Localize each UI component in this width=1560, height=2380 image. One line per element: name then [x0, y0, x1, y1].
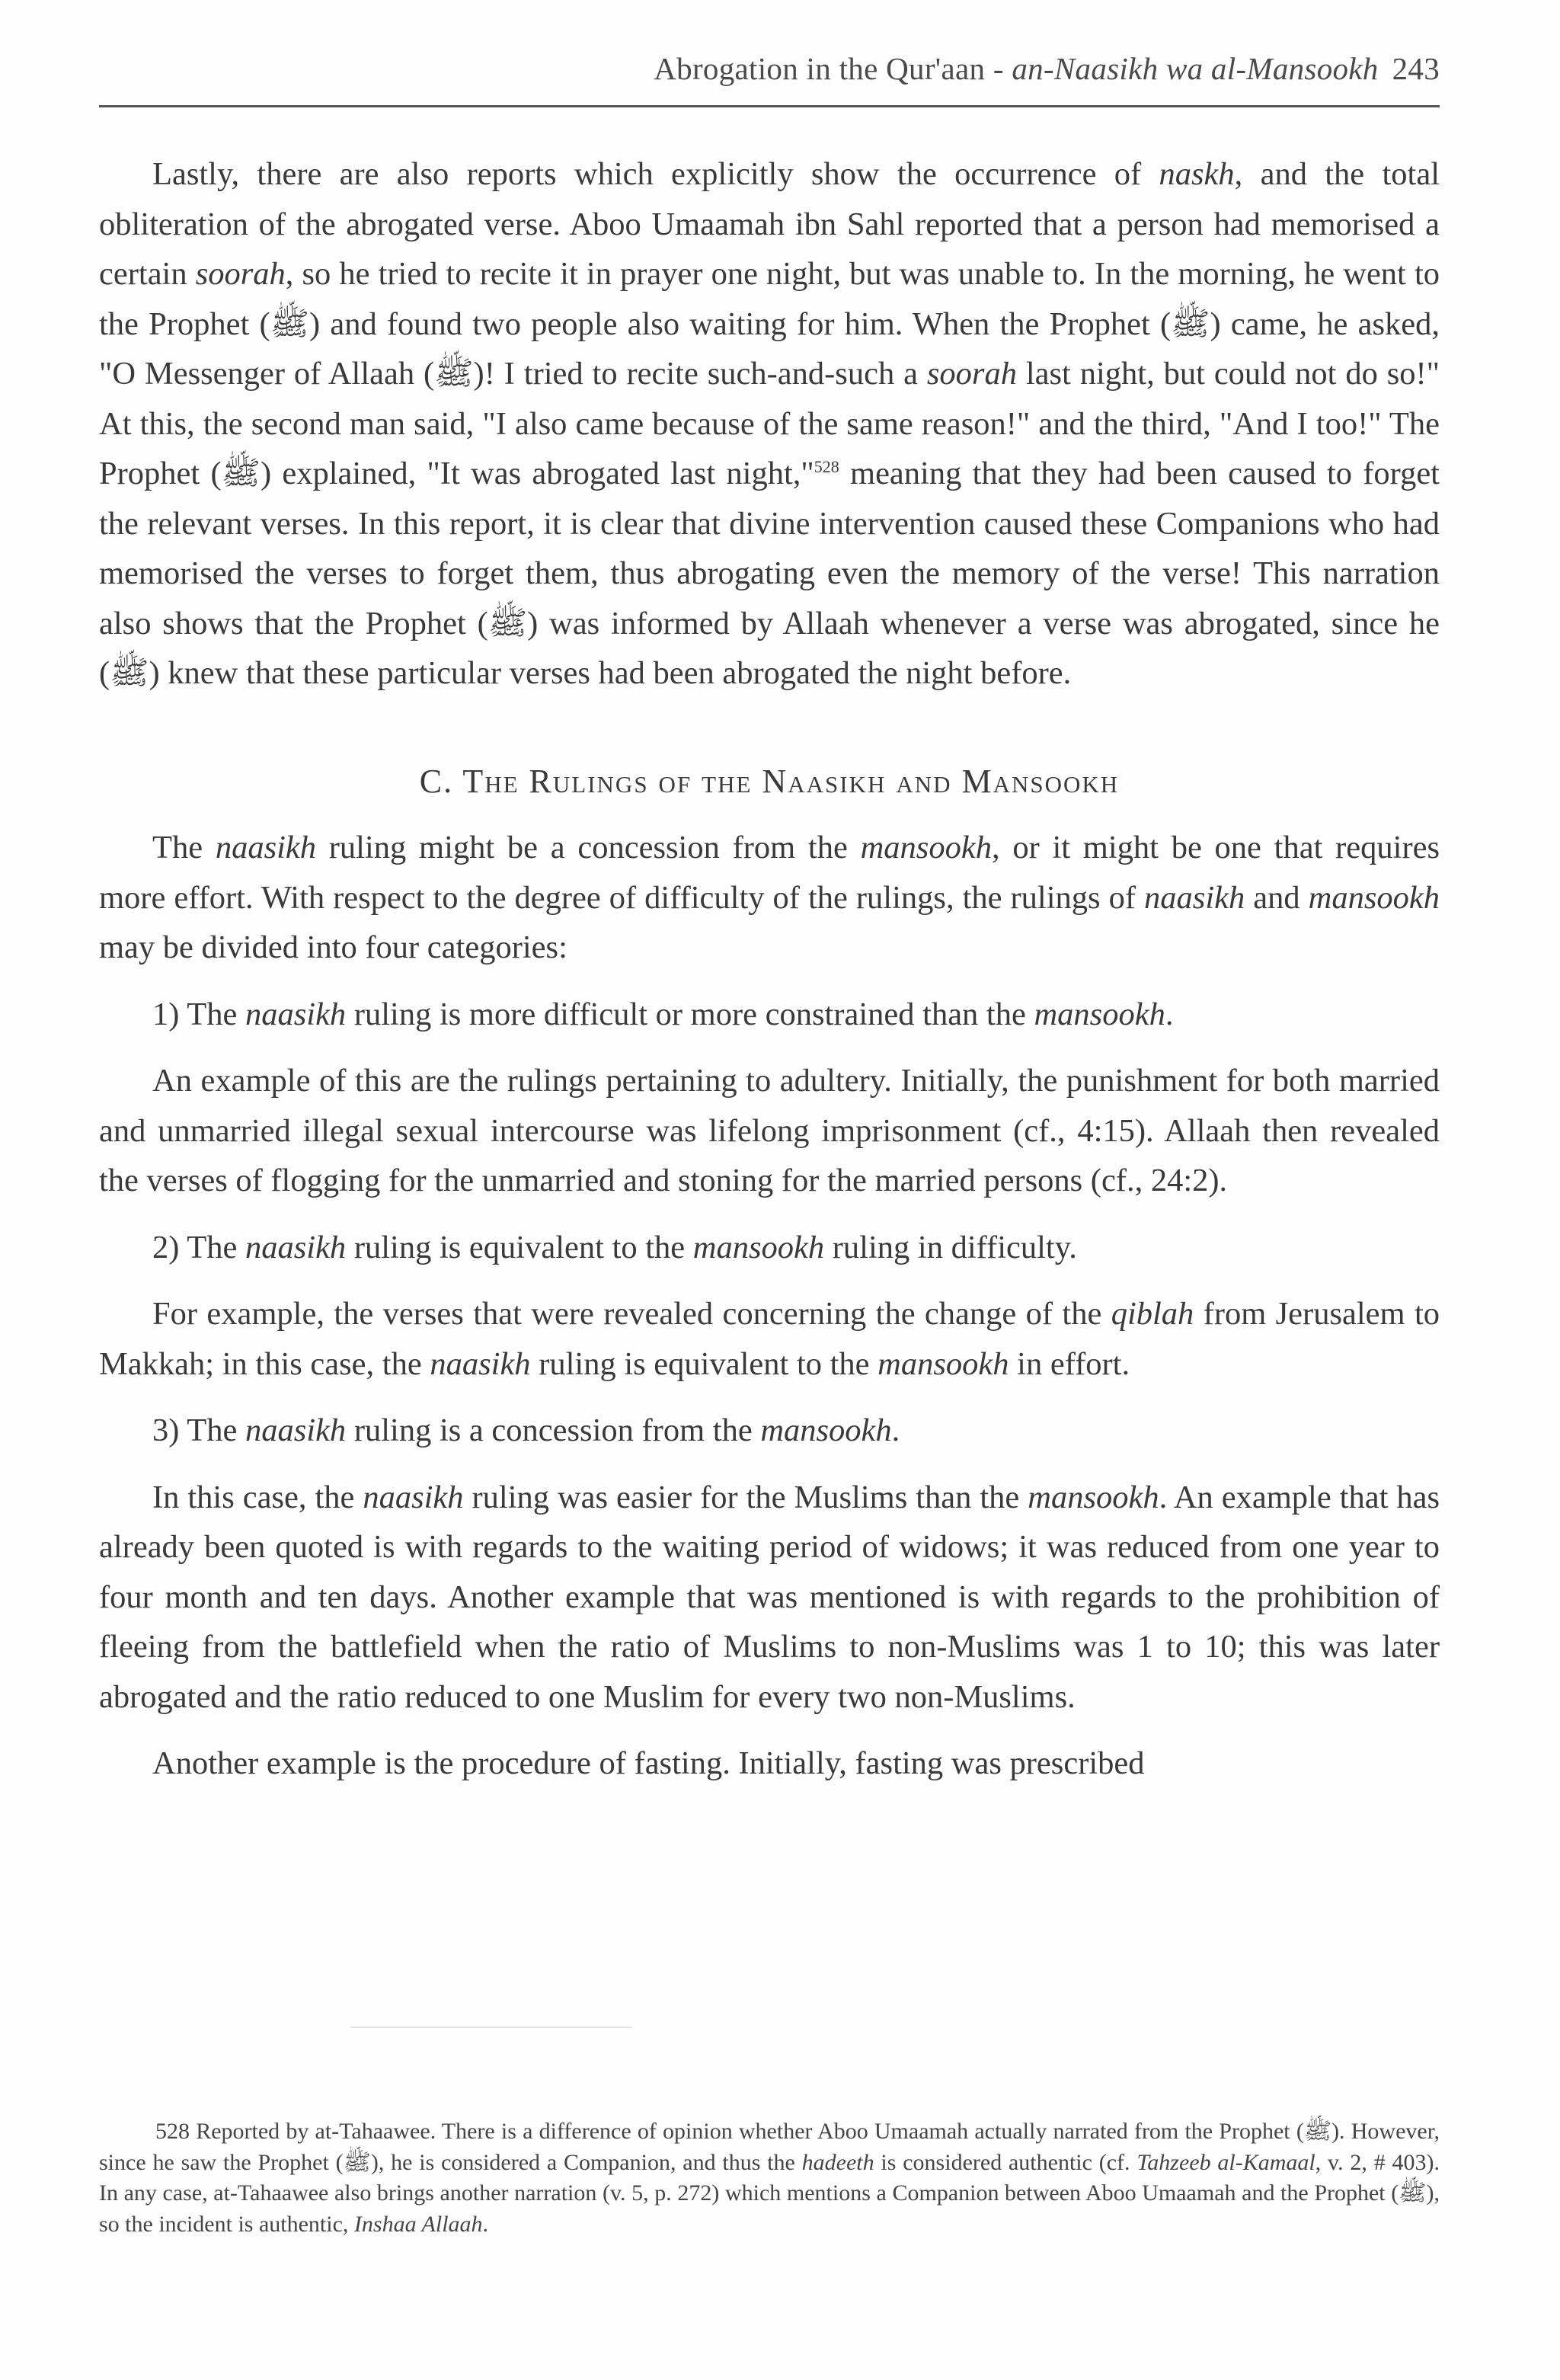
- italic-term: naasikh: [215, 830, 317, 865]
- italic-term: naskh: [1159, 156, 1235, 192]
- text-run: .: [1165, 996, 1174, 1032]
- text-run: ruling might be a concession from the: [316, 830, 861, 865]
- italic-term: hadeeth: [801, 2149, 874, 2175]
- italic-term: Inshaa Allaah: [353, 2211, 483, 2237]
- italic-term: mansookh: [760, 1412, 892, 1448]
- italic-term: mansookh: [1034, 996, 1165, 1032]
- italic-term: naasikh: [245, 1229, 347, 1265]
- text-run: .: [482, 2211, 489, 2237]
- text-run: For example, the verses that were revealed concerning the change of the: [152, 1296, 1111, 1332]
- text-run: , or it might be one that requires more effort. With respect to the degree of difficulty of the rulings, the rulings of: [99, 830, 1440, 916]
- footnote-rule: [350, 2027, 632, 2028]
- text-run: ruling in difficulty.: [824, 1229, 1077, 1265]
- text-run: ruling was easier for the Muslims than the: [463, 1479, 1028, 1515]
- text-run: In this case, the: [152, 1479, 363, 1515]
- italic-term: mansookh: [860, 830, 992, 865]
- italic-term: naasikh: [363, 1479, 464, 1515]
- text-run: , so he tried to recite it in prayer one night, but was unable to. In the morning, he went to the Prophet (ﷺ) and found two people also waiting for him. When the Prophet (ﷺ) came, he asked, "O Messenger of Allaah (ﷺ)! I tried to recite such-and-such a: [99, 256, 1440, 392]
- italic-term: naasikh: [430, 1345, 531, 1382]
- italic-term: mansookh: [692, 1229, 825, 1265]
- category-1: [99, 990, 1440, 1040]
- italic-term: naasikh: [245, 1412, 347, 1448]
- text-run: 2) The: [152, 1229, 245, 1265]
- text-run: is considered authentic (cf.: [874, 2149, 1137, 2175]
- italic-term: mansookh: [878, 1345, 1009, 1382]
- italic-term: soorah: [926, 356, 1017, 392]
- text-run: last night, but could not do so!" At this, the second man said, "I also came because of the same reason!" and the third, "And I too!" The Prophet (ﷺ) explained, "It was abrogated last night,": [99, 356, 1440, 491]
- text-run: from Jerusalem to Makkah; in this case, the: [99, 1296, 1440, 1382]
- paragraph-fasting: Another example is the procedure of fasting. Initially, fasting was prescribed: [152, 1745, 1145, 1781]
- italic-term: mansookh: [1308, 879, 1440, 916]
- text-run: may be divided into four categories:: [99, 929, 567, 965]
- page-number: 243: [1392, 51, 1440, 86]
- italic-term: Tahzeeb al-Kamaal: [1136, 2149, 1315, 2175]
- text-run: 1) The: [152, 996, 245, 1032]
- text-run: ruling is equivalent to the: [530, 1345, 878, 1382]
- paragraph-concession: [99, 1473, 1440, 1723]
- text-run: Lastly, there are also reports which explicitly show the occurrence of: [152, 156, 1159, 192]
- text-run: . An example that has already been quoted is with regards to the waiting period of widows; it was reduced from one year to four month and ten days. Another example that was mentioned is with regards to the prohibition of fleeing from the battlefield when the ratio of Muslims to non-Muslims was 1 to 10; this was later abrogated and the ratio reduced to one Muslim for every two non-Muslims.: [99, 1479, 1440, 1715]
- footnote-528: [99, 2116, 1440, 2240]
- italic-term: qiblah: [1111, 1296, 1194, 1332]
- italic-term: naasikh: [1144, 879, 1245, 916]
- category-3: [99, 1406, 1440, 1456]
- text-run: .: [891, 1412, 900, 1448]
- paragraph-intro: [99, 823, 1440, 973]
- text-run: 528 Reported by at-Tahaawee. There is a difference of opinion whether Aboo Umaamah actually narrated from the Prophet (ﷺ). However, since he saw the Prophet (ﷺ), he is considered a Companion, and thus the: [99, 2119, 1440, 2175]
- main-text: [99, 149, 1440, 1789]
- text-run: The: [152, 830, 216, 865]
- text-run: 3) The: [152, 1412, 245, 1448]
- text-run: ruling is more difficult or more constrained than the: [346, 996, 1034, 1032]
- footnote-marker: 528: [814, 456, 839, 476]
- running-header: [99, 50, 1440, 87]
- paragraph-qiblah: [99, 1289, 1440, 1389]
- italic-term: mansookh: [1028, 1479, 1159, 1515]
- text-run: and: [1245, 879, 1309, 916]
- section-heading: C. The Rulings of the Naasikh and Mansookh: [419, 762, 1120, 800]
- text-run: ruling is equivalent to the: [346, 1229, 693, 1265]
- paragraph-adultery: An example of this are the rulings pertaining to adultery. Initially, the punishment for both married and unmarried illegal sexual intercourse was lifelong imprisonment (cf., 4:15). Allaah then revealed the verses of flogging for the unmarried and stoning for the married persons (cf., 24:2).: [99, 1063, 1440, 1198]
- text-run: meaning that they had been caused to forget the relevant verses. In this report, it is clear that divine intervention caused these Companions who had memorised the verses to forget them, thus abrogating even the memory of the verse! This narration also shows that the Prophet (ﷺ) was informed by Allaah whenever a verse was abrogated, since he (ﷺ) knew that these particular verses had been abrogated the night before.: [99, 456, 1440, 691]
- header-title-italic: an-Naasikh wa al-Mansookh: [1012, 51, 1379, 86]
- italic-term: soorah: [195, 256, 286, 292]
- header-rule: [99, 105, 1440, 107]
- text-run: ruling is a concession from the: [346, 1412, 761, 1448]
- footnote-text: [99, 2116, 1440, 2240]
- header-title: Abrogation in the Qur'aan -: [654, 51, 1012, 86]
- text-run: , v. 2, # 403). In any case, at-Tahaawee also brings another narration (v. 5, p. 272) which mentions a Companion between Aboo Umaamah and the Prophet (ﷺ), so the incident is authentic,: [99, 2149, 1440, 2237]
- paragraph-lastly: [99, 149, 1440, 699]
- text-run: in effort.: [1009, 1345, 1130, 1382]
- text-run: , and the total obliteration of the abrogated verse. Aboo Umaamah ibn Sahl reported that a person had memorised a certain: [99, 156, 1440, 292]
- category-2: [99, 1223, 1440, 1273]
- italic-term: naasikh: [245, 996, 347, 1032]
